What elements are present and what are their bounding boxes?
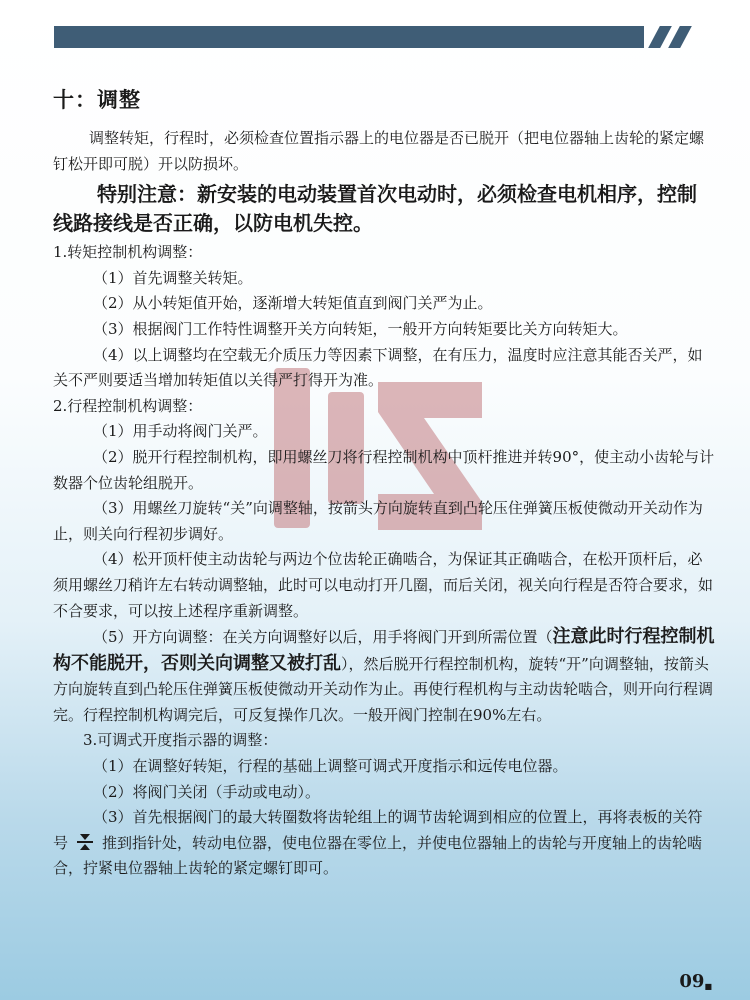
- document-body: [53, 84, 716, 882]
- torque-item: （2）从小转矩值开始，逐渐增大转矩值直到阀门关严为止。: [93, 294, 493, 313]
- page-number-text: 09: [679, 971, 705, 992]
- indicator-section-title: 3.可调式开度指示器的调整：: [83, 731, 278, 750]
- header-stripe: [648, 26, 672, 48]
- page-number-mark: ■: [704, 981, 712, 991]
- indicator-item: [53, 805, 716, 882]
- header-bar: [54, 26, 644, 48]
- stroke-item: （3）用螺丝刀旋转“关”向调整轴，按箭头方向旋转直到凸轮压住弹簧压板使微动开关动作为止，则关向行程初步调好。: [53, 499, 703, 543]
- page-number: [679, 971, 712, 992]
- stroke-item: （4）松开顶杆使主动齿轮与两边个位齿轮正确啮合，为保证其正确啮合，在松开顶杆后，必须用螺丝刀稍许左右转动调整轴，此时可以电动打开几圈，而后关闭，视关向行程是否符合要求，如不合要求，可以按上述程序重新调整。: [53, 550, 714, 620]
- stroke-item: [53, 624, 716, 728]
- stroke-item: （2）脱开行程控制机构，即用螺丝刀将行程控制机构中顶杆推进并转90°，使主动小齿轮与计数器个位齿轮组脱开。: [53, 447, 715, 492]
- header-stripe: [668, 26, 692, 48]
- stroke-item: （1）用手动将阀门关严。: [93, 422, 268, 441]
- stroke-item5-emphasis: 注意此时行程控制机构不能脱开，否则关向调整又被打乱: [53, 626, 715, 674]
- warning-paragraph: 特别注意：新安装的电动装置首次电动时，必须检查电机相序，控制线路接线是否正确，以防电机失控。: [53, 182, 697, 236]
- stroke-item5-text: ），然后脱开行程控制机构，旋转“开”向调整轴，按箭头方向旋转直到凸轮压住弹簧压板使微动开关动作为止。再使行程机构与主动齿轮啮合，则开向行程调完。行程控制机构调完后，可反复操作几次。一般开阀门控制在90%左右。: [53, 654, 714, 724]
- torque-item: （3）根据阀门工作特性调整开关方向转矩，一般开方向转矩要比关方向转矩大。: [93, 319, 628, 338]
- torque-item: （1）首先调整关转矩。: [93, 268, 253, 287]
- close-symbol-icon: [76, 833, 94, 851]
- indicator-item3-text: （3）首先根据阀门的最大转圈数将齿轮组上的调节齿轮调到相应的位置上，再将表板的关符号: [53, 808, 703, 852]
- stroke-section-title: 2.行程控制机构调整：: [53, 396, 203, 415]
- indicator-item3-text: 推到指针处，转动电位器，使电位器在零位上，并使电位器轴上的齿轮与开度轴上的齿轮啮合，拧紧电位器轴上齿轮的紧定螺钉即可。: [53, 833, 703, 878]
- stroke-item5-text: （5）开方向调整：在关方向调整好以后，用手将阀门开到所需位置（: [93, 628, 553, 647]
- indicator-item: （2）将阀门关闭（手动或电动）。: [93, 782, 321, 801]
- intro-paragraph: 调整转矩，行程时，必须检查位置指示器上的电位器是否已脱开（把电位器轴上齿轮的紧定螺钉松开即可脱）开以防损坏。: [53, 129, 705, 173]
- torque-item: （4）以上调整均在空载无介质压力等因素下调整，在有压力，温度时应注意其能否关严，如关不严则要适当增加转矩值以关得严打得开为准。: [53, 345, 703, 390]
- section-title: 十：调整: [53, 88, 141, 112]
- indicator-item: （1）在调整好转矩，行程的基础上调整可调式开度指示和远传电位器。: [93, 757, 568, 776]
- torque-section-title: 1.转矩控制机构调整：: [53, 243, 203, 262]
